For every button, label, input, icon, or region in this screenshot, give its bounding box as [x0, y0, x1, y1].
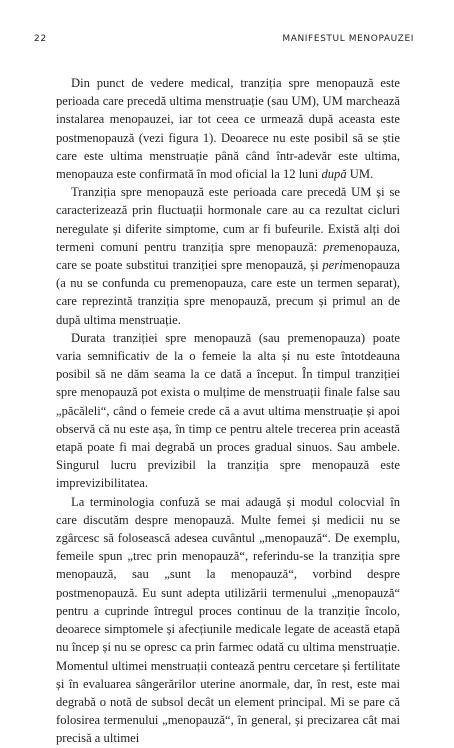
paragraph — [56, 183, 400, 329]
text-run: Durata tranziției spre menopauză (sau premenopauza) poate varia semnificativ de la o femeie la alta și nu este întotdeauna posibil să ne dăm seama la ce dată a început. În timpul tranziției spre menopauză pot exista o mulțime de menstruații finale false sau „păcăleli“, când o femeie crede că a avut ultima menstruație și apoi observă că nu este așa, în timp ce pentru altele trecerea prin această etapă poate fi mai degrabă un proces gradual sinuos. Sau ambele. Singurul lucru previzibil la tranziția spre menopauză este imprevizibilitatea. — [56, 330, 400, 491]
text-run: menopauza, care se poate substitui tranziției spre menopauză, și — [56, 239, 400, 273]
page-number: 22 — [34, 34, 47, 44]
paragraph — [56, 74, 400, 183]
italic-text: după — [321, 167, 347, 182]
running-title: MANIFESTUL MENOPAUZEI — [282, 34, 414, 44]
paragraph — [56, 493, 400, 748]
text-run: menopauza (a nu se confunda cu premenopauza, care este un termen separat), care reprezintă tranziția spre menopauză, precum și primul an de după ultima menstruație. — [56, 258, 400, 327]
text-run: Tranziția spre menopauză este perioada care precedă UM și se caracterizează prin fluctuații hormonale care au ca rezultat cicluri neregulate și diferite simptome, cum ar fi bufeurile. Există alți doi termeni comuni pentru tranziția spre menopauză: — [56, 185, 400, 254]
text-run: Din punct de vedere medical, tranziția spre menopauză este perioada care precedă ultima menstruație (sau UM), UM marchează instalarea menopauzei, iar tot ceea ce urmează după aceasta este postmenopauză (vezi figura 1). Deoarece nu este posibil să se știe care este ultima menstruație până când într-adevăr este ultima, menopauza este confirmată în mod oficial la 12 luni — [56, 76, 400, 182]
text-run: UM. — [346, 167, 374, 182]
italic-text: peri — [322, 258, 343, 273]
italic-text: pre — [323, 239, 340, 254]
paragraph — [56, 329, 400, 493]
text-run: La terminologia confuză se mai adaugă și modul colocvial în care discutăm despre menopauză. Multe femei și medicii nu se zgârcesc să folosească adesea cuvântul „menopauză“. De exemplu, femeile spun „trec prin menopauză“, referindu-se la tranziția spre menopauză, sau „sunt la menopauză“, vorbind despre postmenopauză. Eu sunt adepta utilizării termenului „menopauză“ pentru a cuprinde întregul proces continuu de la tranziție încolo, deoarece simptomele și afecțiunile medicale legate de această etapă nu încep și nu se opresc ca prin farmec odată cu ultima menstruație. Momentul ultimei menstruații contează pentru cercetare și fertilitate și în evaluarea sângerărilor uterine anormale, dar, în rest, este mai degrabă o notă de subsol decât un element principal. Mi se pare că folosirea termenului „menopauză“, în general, și precizarea cât mai precisă a ultimei — [56, 494, 400, 746]
running-header — [34, 34, 414, 48]
body-text — [56, 74, 400, 748]
